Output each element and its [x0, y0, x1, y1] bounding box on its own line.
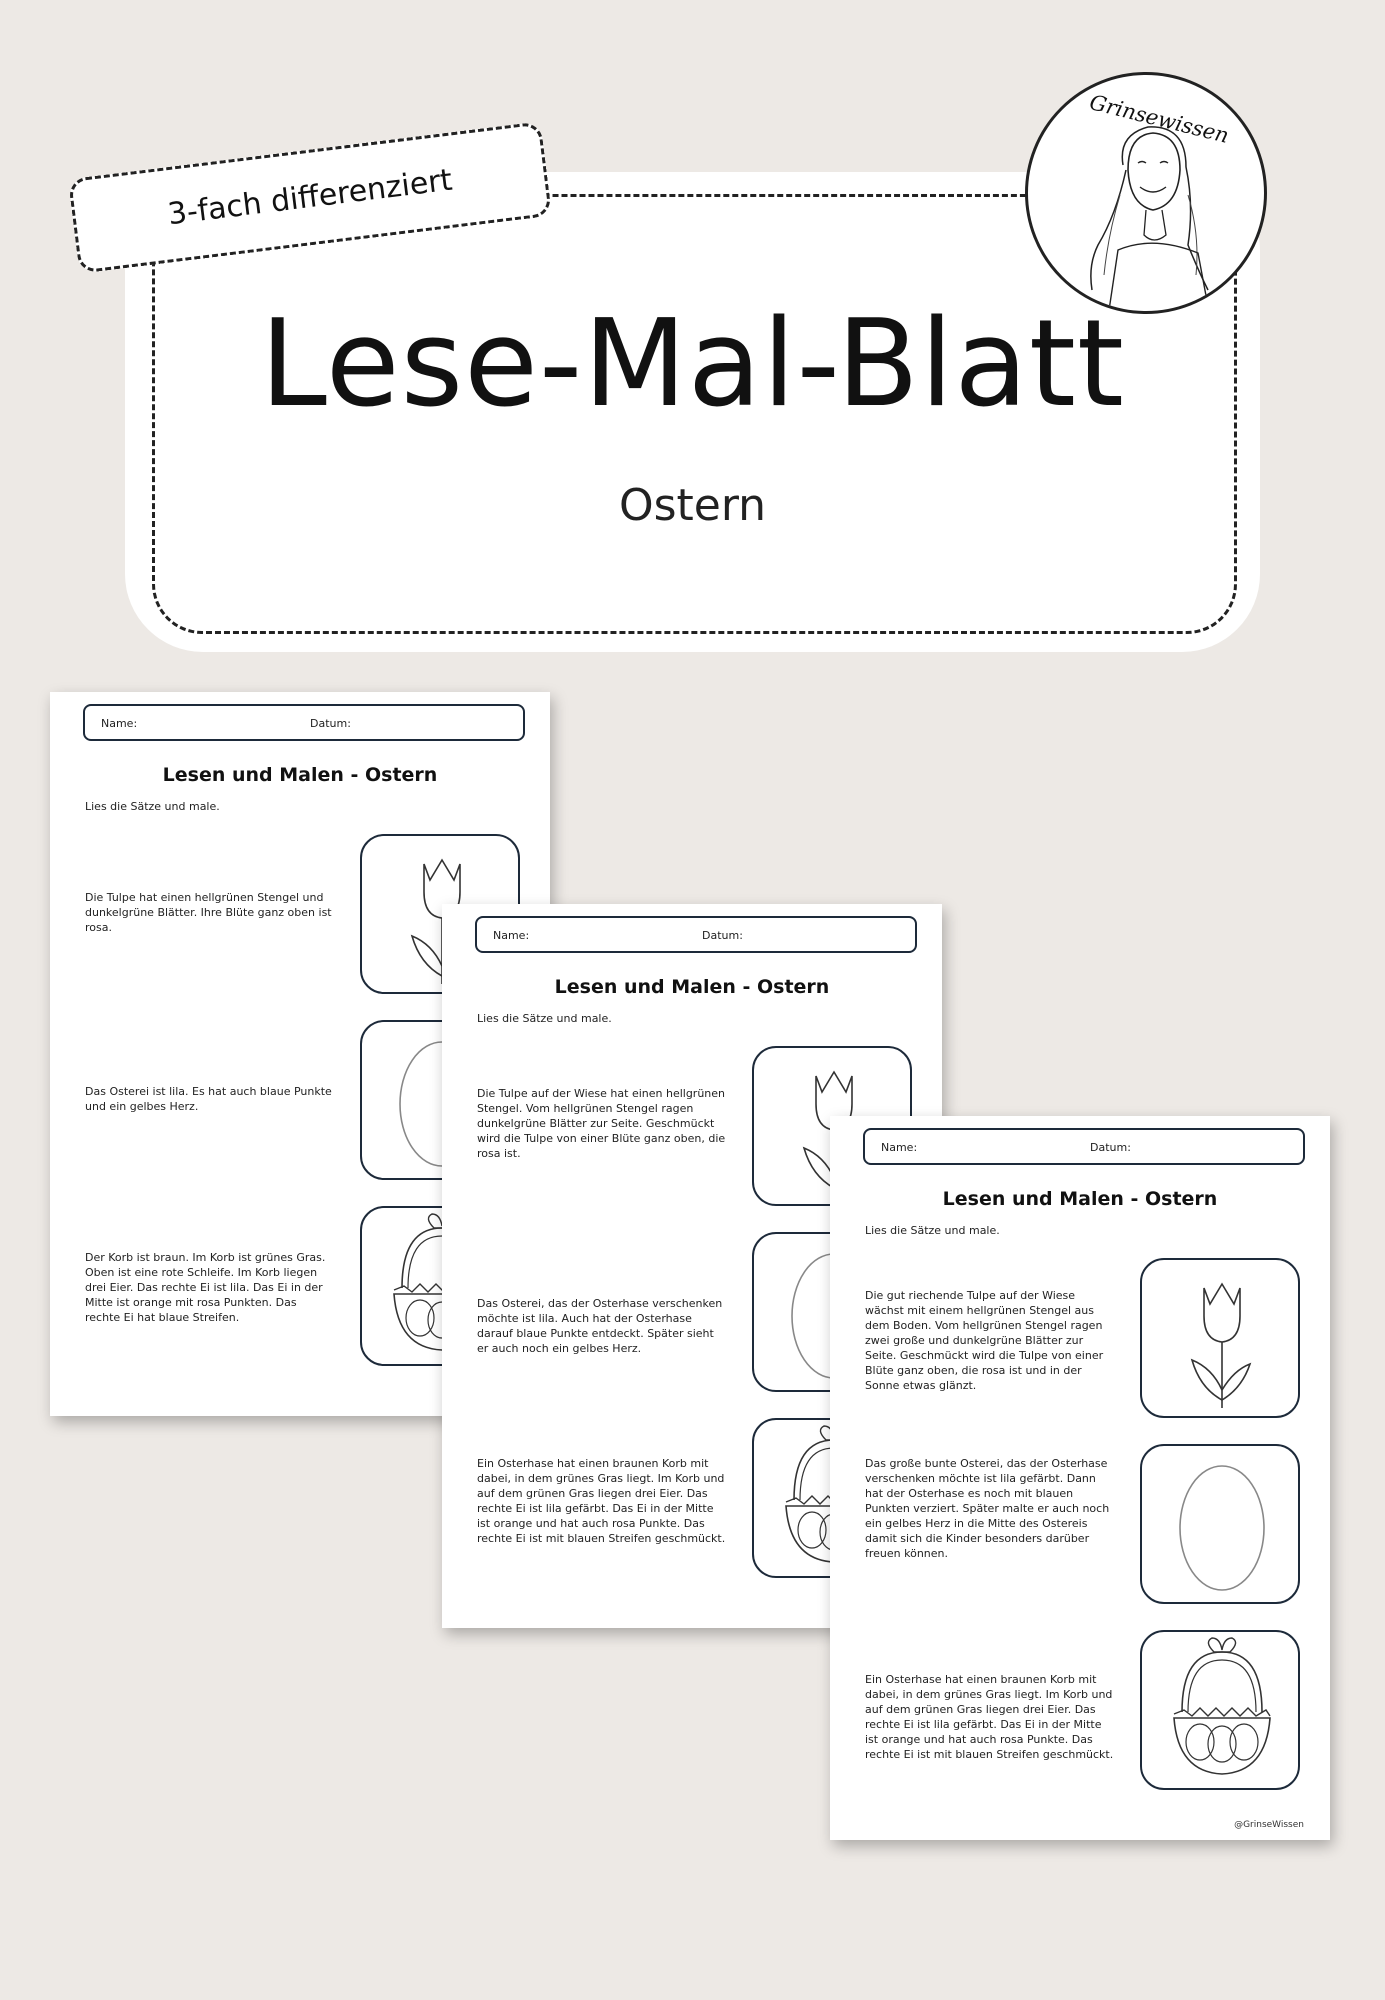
sheet-instruction: Lies die Sätze und male. — [477, 1012, 612, 1025]
basket-icon — [1140, 1630, 1300, 1790]
reading-text-1: Die Tulpe auf der Wiese hat einen hellgrünen Stengel. Vom hellgrünen Stengel ragen dunkelgrüne Blätter zur Seite. Geschmückt wird die Tulpe von einer Blüte ganz oben, die rosa ist. — [477, 1087, 726, 1160]
reading-text-3: Ein Osterhase hat einen braunen Korb mit dabei, in dem grünes Gras liegt. Im Korb und auf dem grünen Gras liegen drei Eier. Das rechte Ei ist lila gefärbt. Das Ei in der Mitte ist orange und hat auch rosa Punkte. Das rechte Ei ist mit blauen Streifen geschmückt. — [865, 1673, 1114, 1761]
reading-text-3: Ein Osterhase hat einen braunen Korb mit dabei, in dem grünes Gras liegt. Im Korb und auf dem grünen Gras liegen drei Eier. Das rechte Ei ist lila gefärbt. Das Ei in der Mitte ist orange und hat auch rosa Punkte. Das rechte Ei ist mit blauen Streifen geschmückt. — [477, 1457, 726, 1545]
reading-text-3: Der Korb ist braun. Im Korb ist grünes Gras. Oben ist eine rote Schleife. Im Korb liegen drei Eier. Das rechte Ei ist lila. Das Ei in der Mitte ist orange mit rosa Punkten. Das rechte Ei hat blaue Streifen. — [85, 1251, 326, 1324]
egg-icon — [1140, 1444, 1300, 1604]
logo-text: Grinsewissen — [1087, 90, 1232, 148]
reading-text-1: Die Tulpe hat einen hellgrünen Stengel und dunkelgrüne Blätter. Ihre Blüte ganz oben ist rosa. — [85, 891, 332, 934]
main-title: Lese-Mal-Blatt — [260, 295, 1125, 434]
reading-text-1: Die gut riechende Tulpe auf der Wiese wächst mit einem hellgrünen Stengel aus dem Boden. Vom hellgrünen Stengel ragen zwei große und dunkelgrüne Blätter zur Seite. Geschmückt wird die Tulpe von einer Blüte ganz oben, die rosa ist und in der Sonne etwas glänzt. — [865, 1289, 1104, 1392]
name-date-header — [863, 1128, 1305, 1165]
sheet-title: Lesen und Malen - Ostern — [942, 1188, 1218, 1210]
subtitle: Ostern — [618, 480, 767, 531]
footer-handle: @GrinseWissen — [1234, 1820, 1304, 1830]
logo — [1025, 72, 1267, 314]
sheet-title: Lesen und Malen - Ostern — [554, 976, 830, 998]
sheet-instruction: Lies die Sätze und male. — [865, 1224, 1000, 1237]
name-label: Name: — [101, 717, 138, 730]
date-label: Datum: — [702, 929, 743, 942]
name-label: Name: — [493, 929, 530, 942]
sheet-title: Lesen und Malen - Ostern — [162, 764, 438, 786]
name-date-header — [475, 916, 917, 953]
reading-text-2: Das große bunte Osterei, das der Osterhase verschenken möchte ist lila gefärbt. Dann hat der Osterhase es noch mit blauen Punkten verziert. Später malte er auch noch ein gelbes Herz in die Mitte des Ostereis damit sich die Kinder besonders darüber freuen können. — [865, 1457, 1110, 1560]
tulip-icon — [1140, 1258, 1300, 1418]
reading-text-2: Das Osterei ist lila. Es hat auch blaue Punkte und ein gelbes Herz. — [85, 1085, 332, 1113]
name-label: Name: — [881, 1141, 918, 1154]
name-date-header — [83, 704, 525, 741]
sheet-instruction: Lies die Sätze und male. — [85, 800, 220, 813]
date-label: Datum: — [1090, 1141, 1131, 1154]
date-label: Datum: — [310, 717, 351, 730]
worksheet-level-3 — [830, 1116, 1330, 1840]
portrait-icon — [1028, 75, 1267, 314]
differentiation-tag: 3-fach differenziert — [68, 121, 552, 273]
reading-text-2: Das Osterei, das der Osterhase verschenken möchte ist lila. Auch hat der Osterhase darauf blaue Punkte entdeckt. Später sieht er auch noch ein gelbes Herz. — [477, 1297, 723, 1355]
